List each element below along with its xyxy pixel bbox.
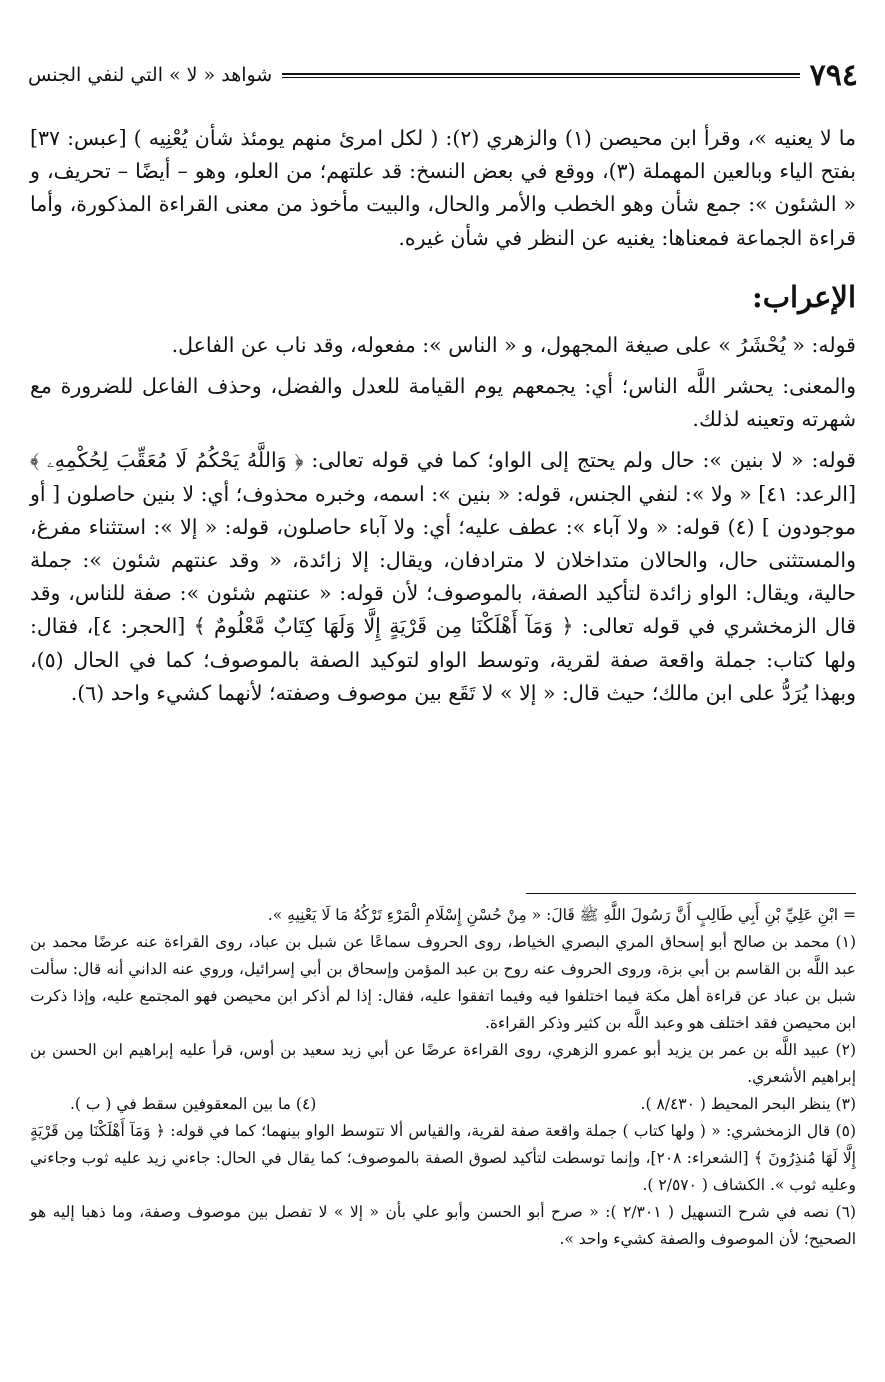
page-header [28,58,858,92]
main-text [30,122,856,710]
footnotes [30,902,856,1253]
footnote-row-3-4 [30,1091,856,1118]
footnote-5: (٥) قال الزمخشري: « ( ولها كتاب ) جملة واقعة صفة لقرية، والقياس ألا تتوسط الواو بينهما؛ كما في قوله: ﴿ وَمَآ أَهْلَكْنَا مِن قَرْيَةٍ إِلَّا لَهَا مُنذِرُونَ ﴾ [الشعراء: ٢٠٨]، وإنما توسطت لتأكيد لصوق الصفة بالموصوف؛ كما يقال في الحال: جاءني زيد عليه ثوب وجاءني وعليه ثوب ». الكشاف ( ٢/٥٧٠ ). [30,1122,856,1194]
footnote-continued: = ابْنِ عَلِيِّ بْنِ أَبِي طَالِبٍ أَنَّ رَسُولَ اللَّهِ ﷺ قَالَ: « مِنْ حُسْنِ إِسْلَامِ الْمَرْءِ تَرْكُهُ مَا لَا يَعْنِيهِ ». [267,906,856,924]
footnote-1: (١) محمد بن صالح أبو إسحاق المري البصري الخياط، روى الحروف سماعًا عن شبل بن عباد، روى القراءة عنه عرضًا محمد بن عبد اللَّه بن القاسم بن أبي بزة، وروى الحروف عنه روح بن عبد المؤمن وإسحاق بن أبي إسرائيل، وروي عنه الداني أنه قال: سألت شبل بن عباد عن قراءة أهل مكة فيما اختلفوا فيه وفيما اتفقوا عليه، فقال: إذا لم أذكر ابن محيصن فهو المجتمع عليه، وإذا ذكرت ابن محيصن فقد اختلف هو وعبد اللَّه بن كثير وذكر القراءة. [30,933,856,1032]
footnote-6: (٦) نصه في شرح التسهيل ( ٢/٣٠١ ): « صرح أبو الحسن وأبو علي بأن « إلا » لا تفصل بين موصوف وصفة، وما ذهبا إليه هو الصحيح؛ لأن الموصوف والصفة كشيء واحد ». [30,1203,856,1248]
footnote-4: (٤) ما بين المعقوفين سقط في ( ب ). [70,1095,317,1113]
paragraph-yuhshar: قوله: « يُحْشَرُ » على صيغة المجهول، و « الناس »: مفعوله، وقد ناب عن الفاعل. [171,332,856,357]
footnote-rule [526,893,856,894]
paragraph-meaning: والمعنى: يحشر اللَّه الناس؛ أي: يجمعهم يوم القيامة للعدل والفضل، وحذف الفاعل للضرورة مع شهرته وتعينه لذلك. [30,374,856,432]
footnote-3: (٣) ينظر البحر المحيط ( ٨/٤٣٠ ). [640,1095,856,1113]
paragraph-la-banin: قوله: « لا بنين »: حال ولم يحتج إلى الواو؛ كما في قوله تعالى: ﴿ وَاللَّهُ يَحْكُمُ لَا مُعَقِّبَ لِحُكْمِهِۦ ﴾ [الرعد: ٤١] « ولا »: لنفي الجنس، قوله: « بنين »: اسمه، وخبره محذوف؛ أي: لا بنين حاصلون [ أو موجودون ] (٤) قوله: « ولا آباء »: عطف عليه؛ أي: ولا آباء حاصلون، قوله: « إلا »: استثناء مفرغ، والمستثنى حال، والحالان متداخلان لا مترادفان، ويقال: إلا زائدة، « وقد عنتهم شئون »: جملة حالية، ويقال: الواو زائدة لتأكيد الصفة، بالموصوف؛ لأن قوله: « عنتهم شئون »: صفة للناس، وقد قال الزمخشري في قوله تعالى: ﴿ وَمَآ أَهْلَكْنَا مِن قَرْيَةٍ إِلَّا وَلَهَا كِتَابٌ مَّعْلُومٌ ﴾ [الحجر: ٤]، فقال: ولها كتاب: جملة واقعة صفة لقرية، وتوسط الواو لتوكيد الصفة بالموصوف؛ كما في الحال (٥)، وبهذا يُرَدُّ على ابن مالك؛ حيث قال: « إلا » لا تَقَع بين موصوف وصفته؛ لأنهما كشيء واحد (٦). [30,448,857,705]
page-number: ٧٩٤ [809,57,858,93]
running-title: شواهد « لا » التي لنفي الجنس [28,64,273,86]
section-heading: الإعراب: [752,279,856,314]
paragraph-reading: ما لا يعنيه »، وقرأ ابن محيصن (١) والزهري (٢): ( لكل امرئ منهم يومئذ شأن يُعْنِيه ) [عبس: ٣٧] بفتح الياء وبالعين المهملة (٣)، ووقع في بعض النسخ: قد علتهم؛ من العلو، وهو – أيضًا – تحريف، و « الشئون »: جمع شأن وهو الخطب والأمر والحال، والبيت مأخوذ من معنى القراءة المذكورة، وأما قراءة الجماعة فمعناها: يغنيه عن النظر في شأن غيره. [30,126,856,250]
header-rule [282,73,799,78]
footnote-2: (٢) عبيد اللَّه بن عمر بن يزيد أبو عمرو الزهري، روى القراءة عرضًا عن أبي زيد سعيد بن أوس، قرأ عليه إبراهيم ابن الحسن بن إبراهيم الأشعري. [30,1041,856,1086]
